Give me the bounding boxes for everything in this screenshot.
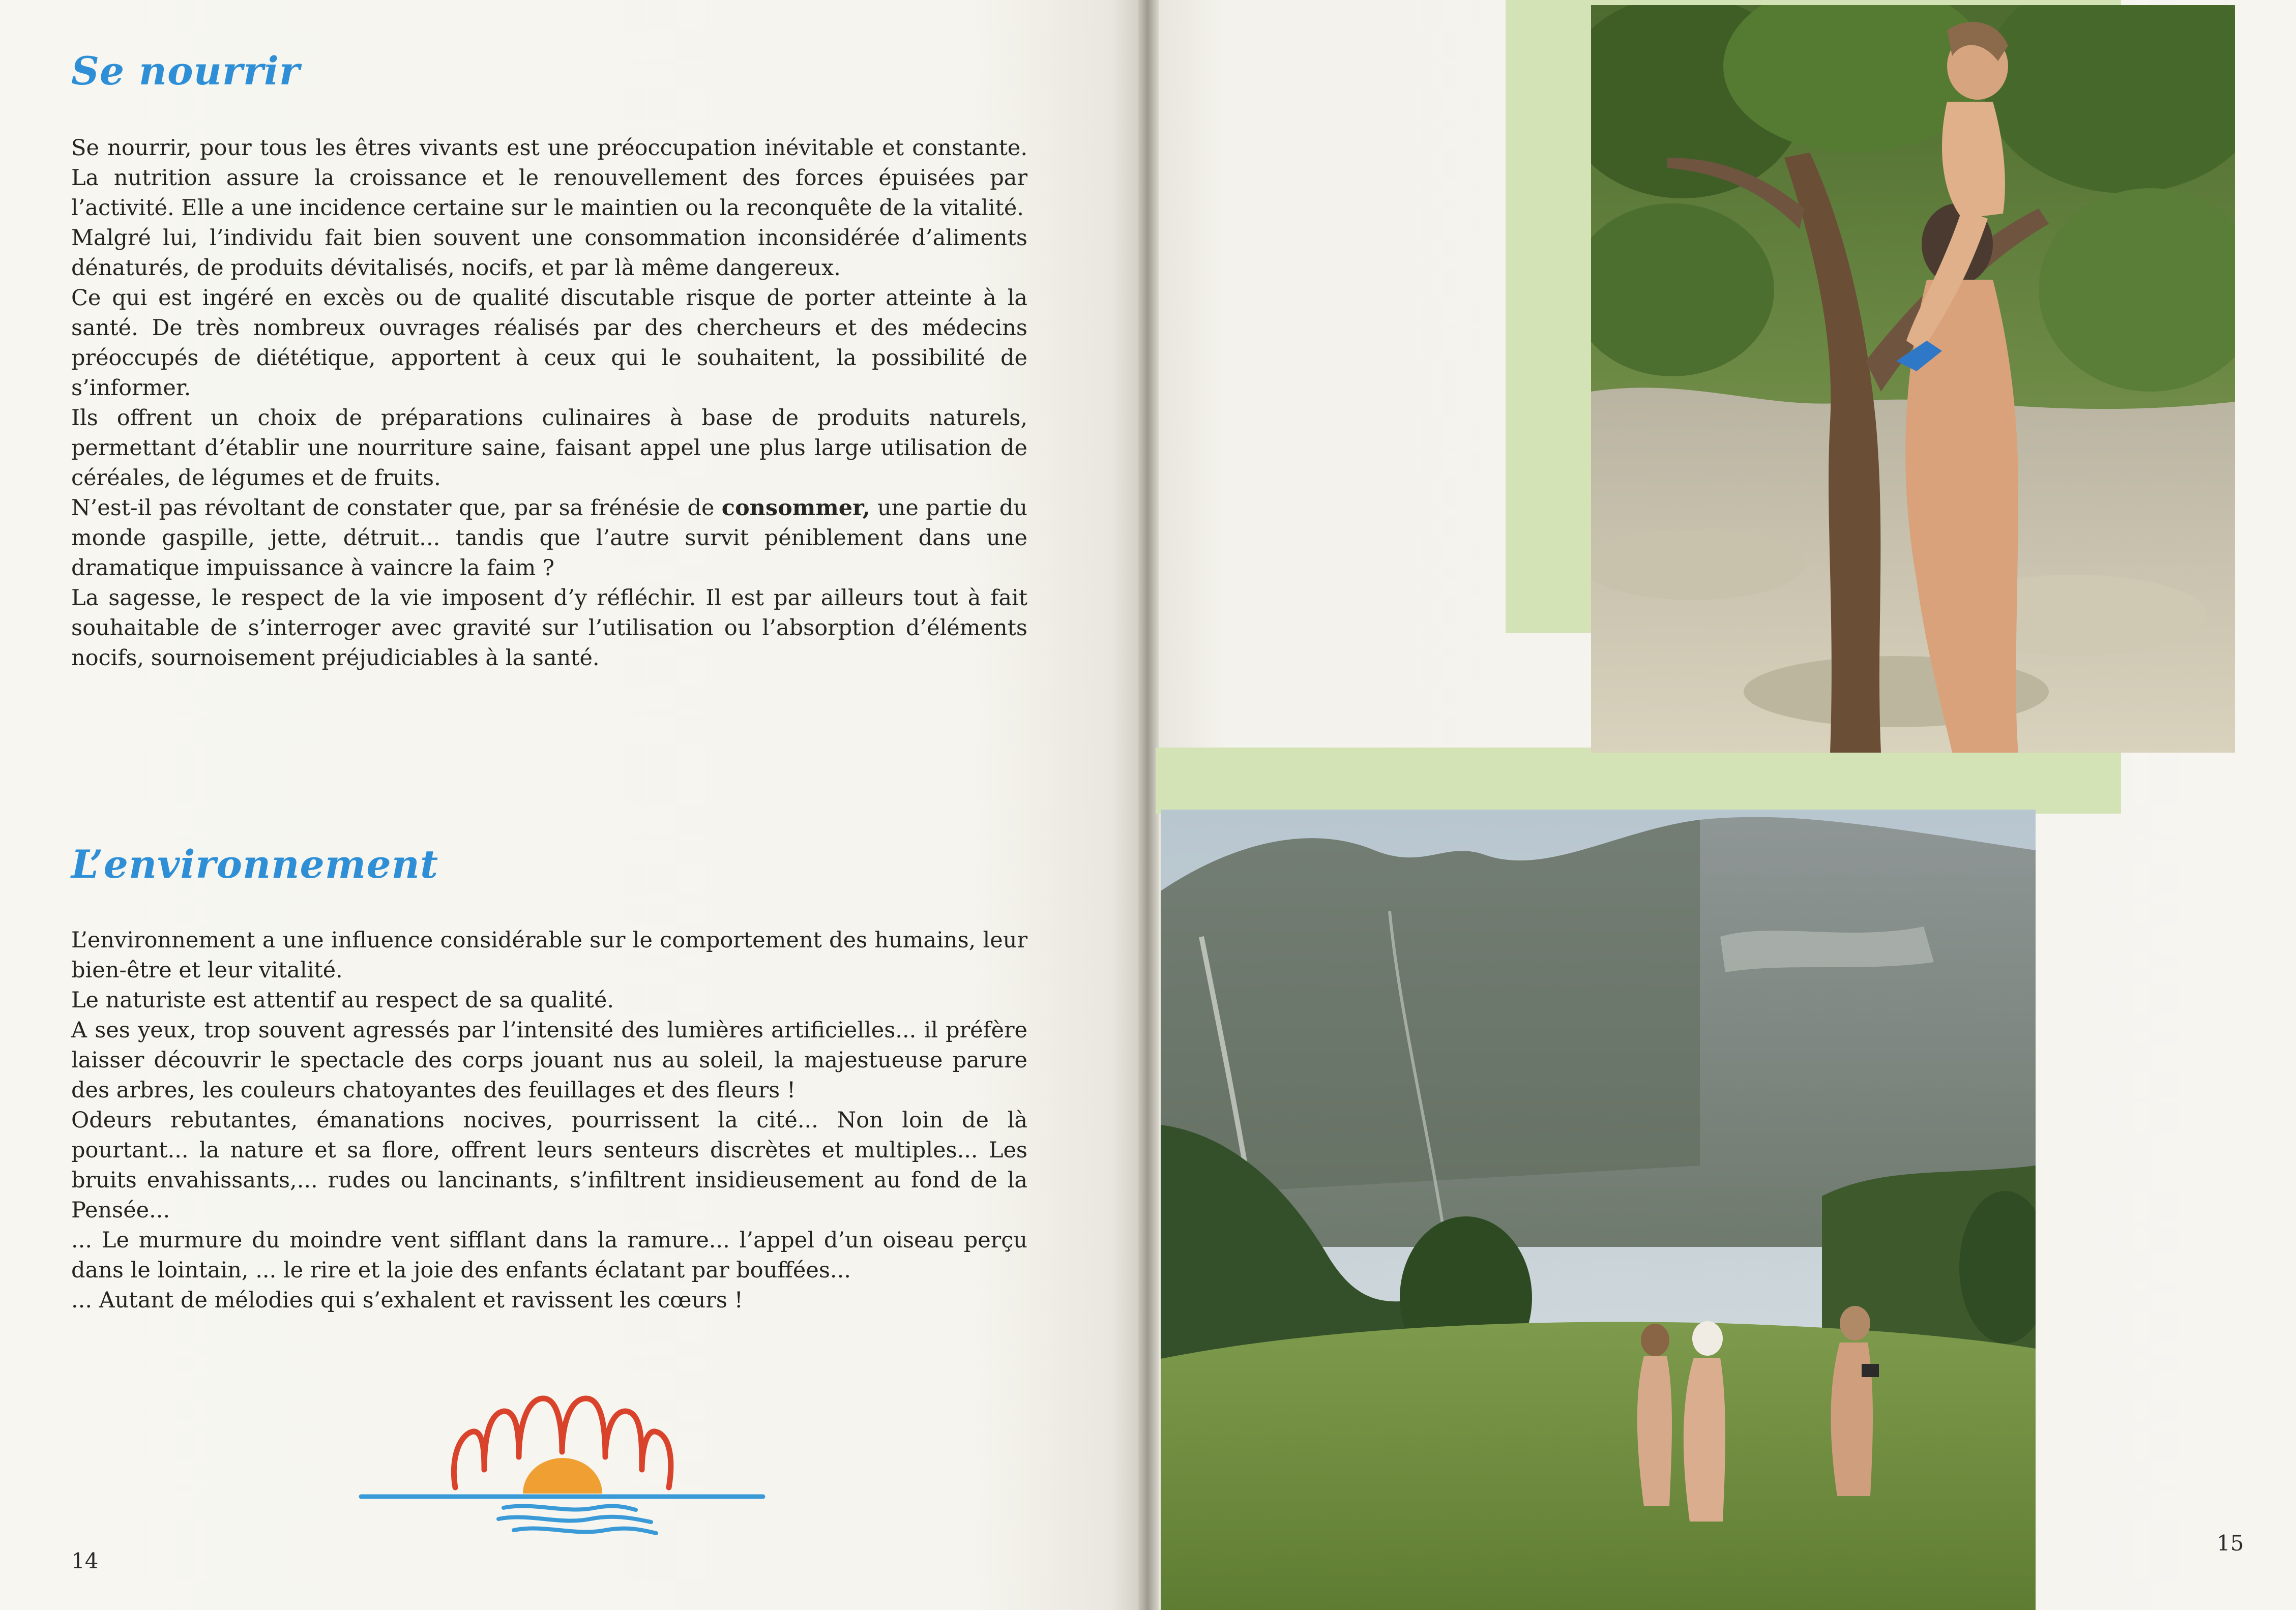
text-segment: une partie du monde gaspille, jette, détruit... tandis que l’autre survit péniblement dans une dramatique impuissance à vaincre la faim ? — [71, 495, 1027, 581]
section-title-environnement: L’environnement — [71, 842, 439, 887]
text-segment: ... Autant de mélodies qui s’exhalent et ravissent les cœurs ! — [71, 1288, 743, 1313]
text-segment: A ses yeux, trop souvent agressés par l’intensité des lumières artificielles... il préfère laisser découvrir le spectacle des corps jouant nus au soleil, la majestueuse parure des arbres, les couleurs chatoyantes des feuillages et des fleurs ! — [71, 1018, 1027, 1103]
green-panel-lower — [1156, 748, 2121, 814]
sunset-over-water-icon — [351, 1386, 773, 1538]
paragraph — [71, 403, 1027, 493]
text-segment: Ce qui est ingéré en excès ou de qualité discutable risque de porter atteinte à la santé. De très nombreux ouvrages réalisés par des chercheurs et des médecins préoccupés de diététique, apportent à ceux qui le souhaitent, la possibilité de s’informer. — [71, 285, 1027, 401]
photo-mountain-meadow — [1161, 810, 2036, 1610]
bold-text: consommer, — [721, 495, 870, 521]
paragraph — [71, 493, 1027, 583]
section-title-se-nourrir: Se nourrir — [71, 48, 300, 94]
paragraph — [71, 1016, 1027, 1106]
paragraph — [71, 283, 1027, 403]
paragraph — [71, 1226, 1027, 1286]
paragraph — [71, 583, 1027, 673]
text-segment: Le naturiste est attentif au respect de sa qualité. — [71, 988, 614, 1013]
text-segment: Odeurs rebutantes, émanations nocives, pourrissent la cité... Non loin de là pourtant... la nature et sa flore, offrent leurs senteurs discrètes et multiples... Les bruits envahissants,... rudes ou lancinants, s’infiltrent insidieusement au fond de la Pensée... — [71, 1108, 1027, 1223]
section-body-environnement — [71, 926, 1027, 1316]
text-segment: N’est-il pas révoltant de constater que, par sa frénésie de — [71, 495, 722, 521]
paragraph — [71, 926, 1027, 986]
photo-tree — [1591, 5, 2235, 753]
text-segment: La sagesse, le respect de la vie imposent d’y réfléchir. Il est par ailleurs tout à fait souhaitable de s’interroger avec gravité sur l’utilisation ou l’absorption d’éléments nocifs, sournoisement préjudiciables à la santé. — [71, 585, 1027, 671]
paragraph — [71, 133, 1027, 223]
text-segment: ... Le murmure du moindre vent sifflant dans la ramure... l’appel d’un oiseau perçu dans le lointain, ... le rire et la joie des enfants éclatant par bouffées... — [71, 1228, 1027, 1283]
text-segment: Ils offrent un choix de préparations culinaires à base de produits naturels, permettant d’établir une nourriture saine, faisant appel une plus large utilisation de céréales, de légumes et de fruits. — [71, 405, 1027, 491]
paragraph — [71, 986, 1027, 1016]
paragraph — [71, 1106, 1027, 1226]
paragraph — [71, 223, 1027, 283]
text-segment: L’environnement a une influence considérable sur le comportement des humains, leur bien-être et leur vitalité. — [71, 928, 1027, 983]
page-number-right: 15 — [2217, 1531, 2244, 1556]
paragraph — [71, 1286, 1027, 1316]
section-body-se-nourrir — [71, 133, 1027, 673]
text-segment: Se nourrir, pour tous les êtres vivants est une préoccupation inévitable et constante. La nutrition assure la croissance et le renouvellement des forces épuisées par l’activité. Elle a une incidence certaine sur le maintien ou la reconquête de la vitalité. — [71, 135, 1027, 221]
page-number-left: 14 — [71, 1548, 99, 1573]
text-segment: Malgré lui, l’individu fait bien souvent une consommation inconsidérée d’aliments dénaturés, de produits dévitalisés, nocifs, et par là même dangereux. — [71, 225, 1027, 281]
